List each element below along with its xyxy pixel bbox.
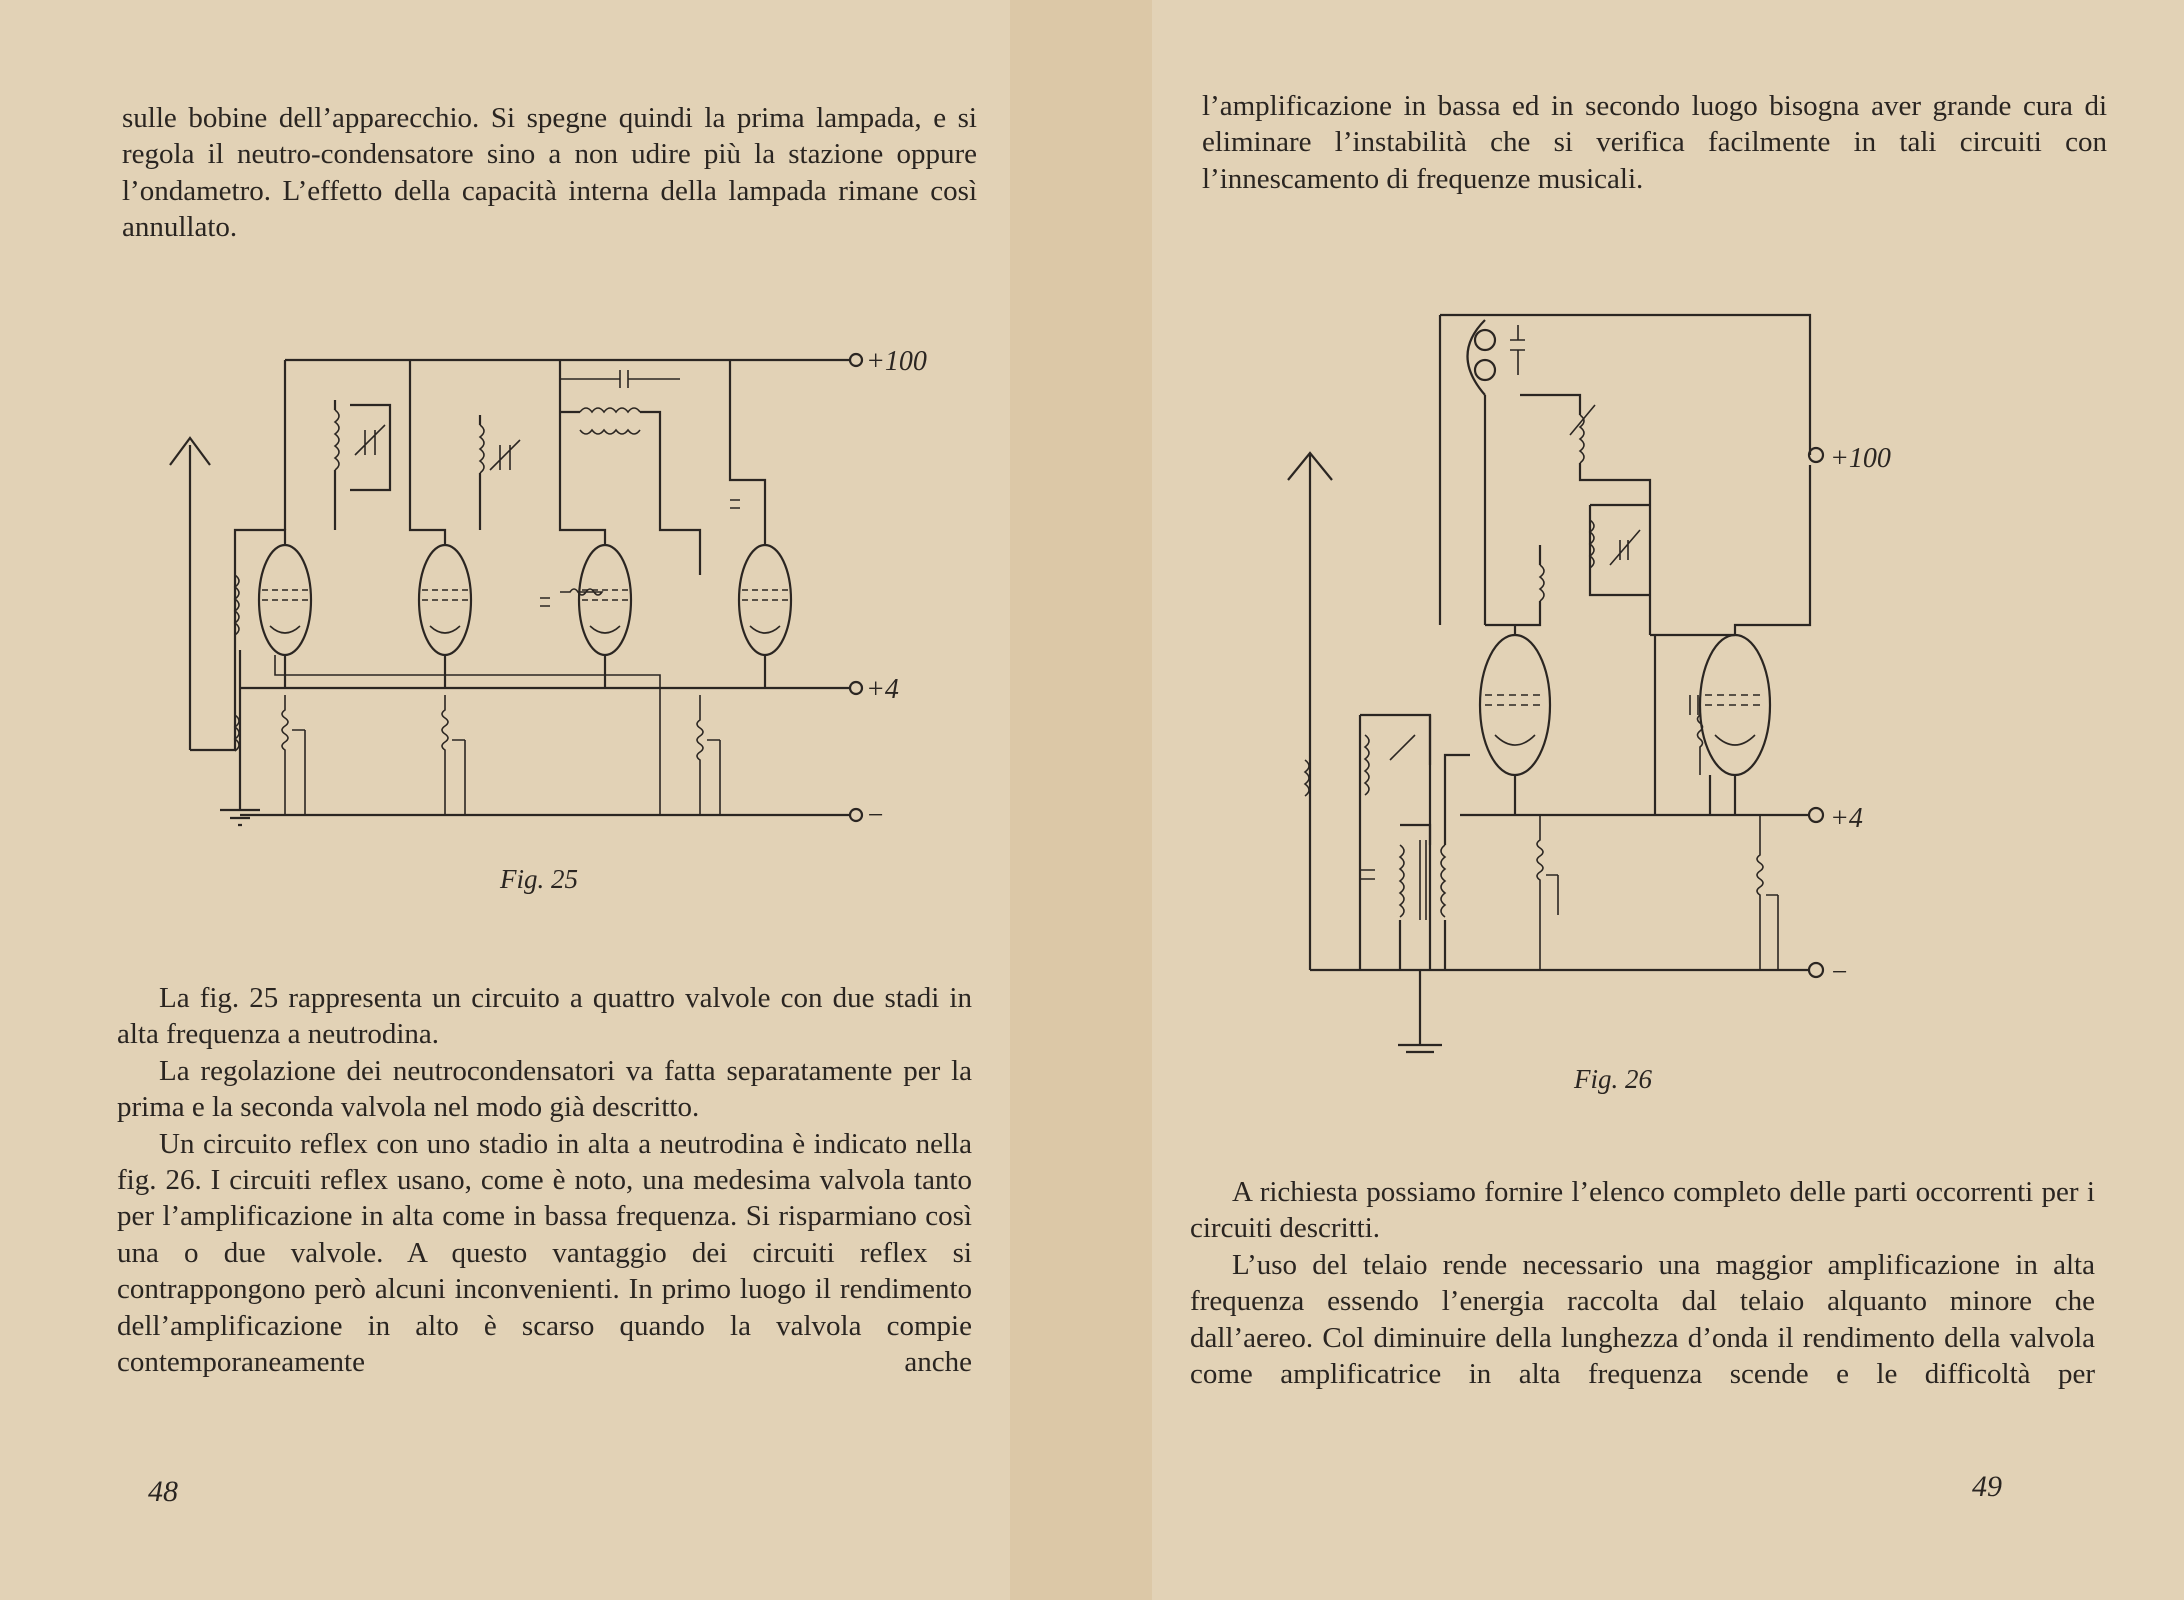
page-number-right: 49	[1972, 1470, 2002, 1503]
right-body-text	[1190, 1174, 2095, 1392]
left-paragraph-1: La fig. 25 rappresenta un circuito a quattro valvole con due stadi in alta frequenza a neutrodina.	[117, 982, 972, 1051]
left-page	[0, 0, 1010, 1600]
fig-26-caption: Fig. 26	[1574, 1064, 1652, 1094]
page-number-left: 48	[148, 1475, 178, 1508]
left-top-paragraph	[122, 100, 977, 246]
figure-25-circuit-diagram	[140, 330, 980, 890]
figure-26-circuit-diagram	[1270, 295, 1930, 1055]
left-body-text	[117, 980, 972, 1380]
fig26-plus-100-label: +100	[1830, 443, 1891, 474]
left-paragraph-3: Un circuito reflex con uno stadio in alta a neutrodina è indicato nella fig. 26. I circuiti reflex usano, come è noto, una medesima valvola tanto per l’amplificazione in alta come in bassa frequenza. Si risparmiano così una o due valvole. A questo vantaggio dei circuiti reflex si contrappongono però alcuni inconvenienti. In primo luogo il rendimento dell’amplificazione in alto è scarso quando la valvola compie contemporaneamente anche	[117, 1127, 972, 1379]
fig-25-caption: Fig. 25	[500, 864, 578, 894]
right-top-text: l’amplificazione in bassa ed in secondo luogo bisogna aver grande cura di eliminare l’instabilità che si verifica facilmente in tali circuiti con l’innescamento di frequenze musicali.	[1202, 90, 2107, 195]
right-paragraph-1: A richiesta possiamo fornire l’elenco completo delle parti occorrenti per i circuiti descritti.	[1190, 1176, 2095, 1245]
right-top-paragraph	[1202, 88, 2107, 197]
fig26-plus-4-label: +4	[1830, 803, 1863, 834]
book-gutter	[1010, 0, 1152, 1600]
fig25-plus-100-label: +100	[866, 346, 927, 377]
left-top-text: sulle bobine dell’apparecchio. Si spegne quindi la prima lampada, e si regola il neutro-condensatore sino a non udire più la stazione oppure l’ondametro. L’effetto della capacità interna della lampada rimane così annullato.	[122, 102, 977, 244]
fig26-minus-label: −	[1830, 957, 1849, 988]
left-paragraph-2: La regolazione dei neutrocondensatori va fatta separatamente per la prima e la seconda valvola nel modo già descritto.	[117, 1054, 972, 1124]
fig25-plus-4-label: +4	[866, 674, 899, 705]
right-paragraph-2: L’uso del telaio rende necessario una maggior amplificazione in alta frequenza essendo l’energia raccolta dal telaio alquanto minore che dall’aereo. Col diminuire della lunghezza d’onda il rendimento della valvola come amplificatrice in alta frequenza scende e le difficoltà per	[1190, 1248, 2095, 1391]
right-page	[1152, 0, 2184, 1600]
fig25-minus-label: −	[866, 800, 885, 831]
